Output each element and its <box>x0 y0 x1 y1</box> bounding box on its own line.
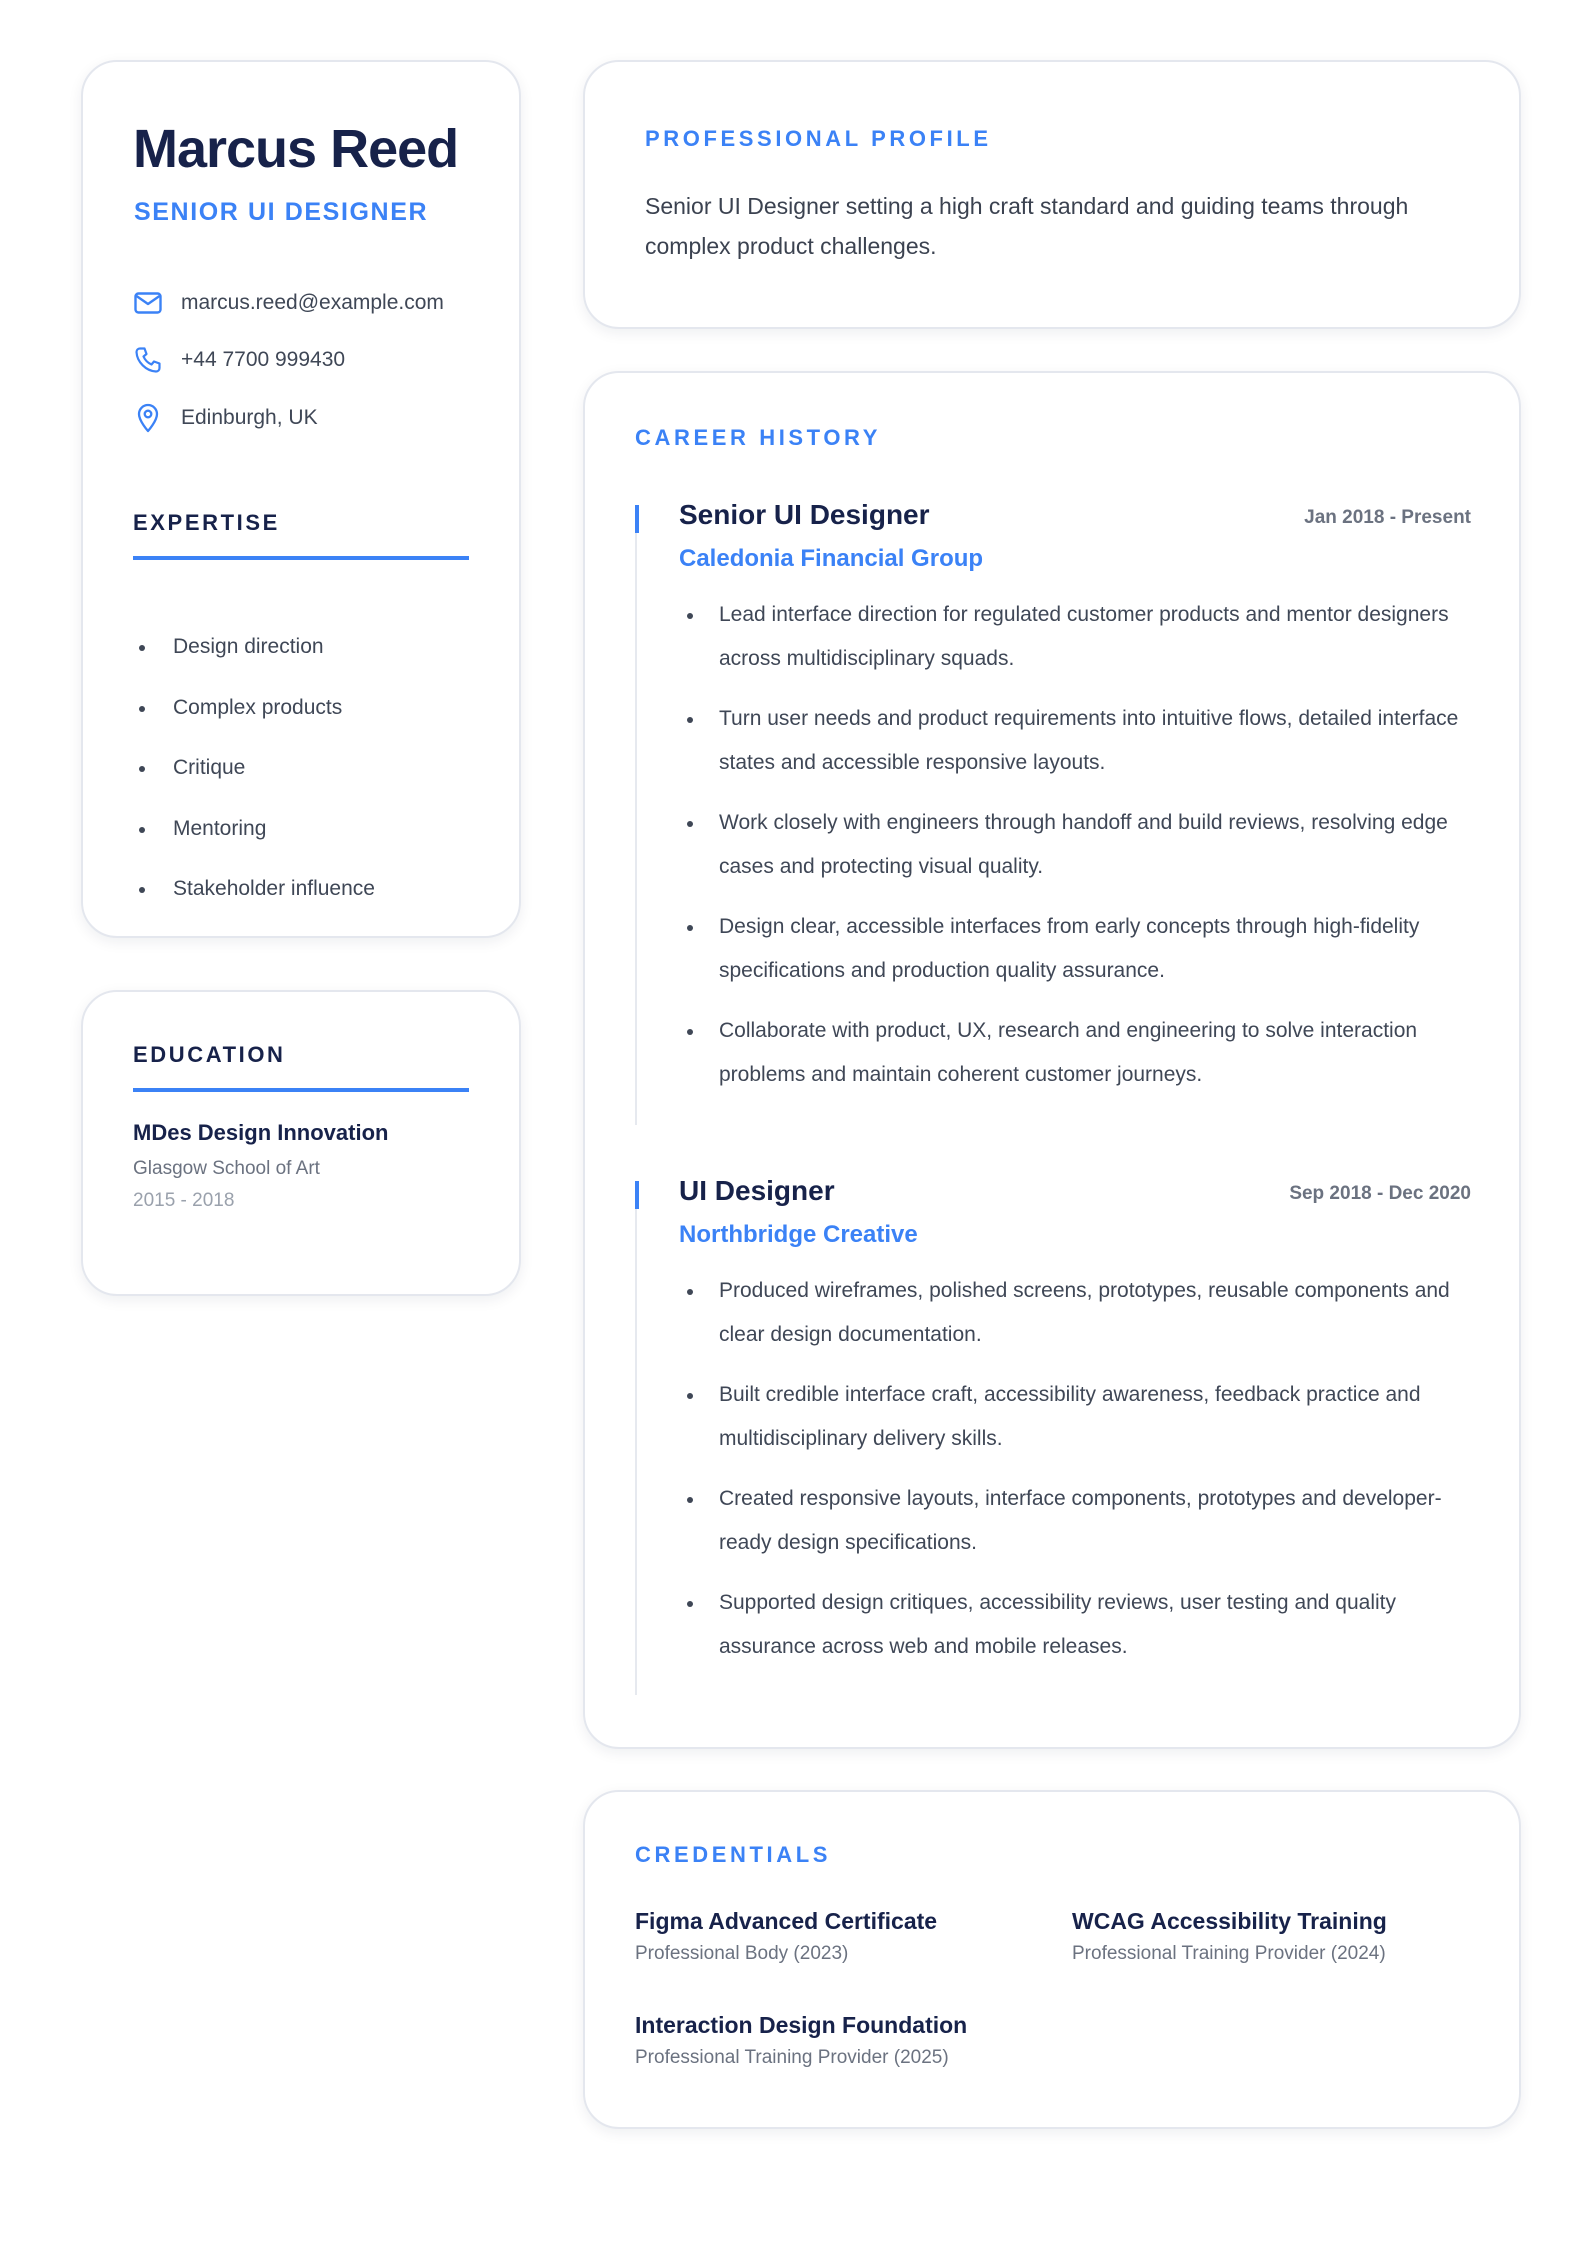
expertise-heading: EXPERTISE <box>133 510 280 535</box>
contact-phone[interactable] <box>133 345 345 375</box>
credential-item <box>635 1908 937 1965</box>
profile-summary: Senior UI Designer setting a high craft standard and guiding teams through complex product challenges. <box>645 193 1409 259</box>
identity-card <box>81 60 521 938</box>
contact-email-text: marcus.reed@example.com <box>181 291 444 314</box>
credential-issuer: Professional Body (2023) <box>635 1943 849 1964</box>
phone-icon <box>133 345 163 375</box>
credential-item <box>1072 1908 1387 1965</box>
job-company: Northbridge Creative <box>679 1221 918 1248</box>
job-entry <box>635 1175 1471 1695</box>
list-item: Created responsive layouts, interface components, prototypes and developer-ready design specifications. <box>679 1477 1471 1565</box>
job-bullets <box>679 593 1471 1113</box>
education-heading: EDUCATION <box>133 1042 286 1067</box>
timeline-line <box>635 505 637 1125</box>
credential-title: WCAG Accessibility Training <box>1072 1908 1387 1934</box>
job-title: UI Designer <box>679 1175 835 1206</box>
list-item: Lead interface direction for regulated customer products and mentor designers across multidisciplinary squads. <box>679 593 1471 681</box>
job-company: Caledonia Financial Group <box>679 545 984 572</box>
timeline-line <box>635 1181 637 1695</box>
career-card <box>583 371 1521 1749</box>
education-divider <box>133 1088 469 1092</box>
education-school: Glasgow School of Art <box>133 1158 320 1179</box>
credential-title: Figma Advanced Certificate <box>635 1908 938 1934</box>
career-heading: CAREER HISTORY <box>635 425 881 450</box>
contact-email[interactable] <box>133 288 444 318</box>
education-card <box>81 990 521 1296</box>
candidate-role: SENIOR UI DESIGNER <box>134 198 429 226</box>
contact-location-text: Edinburgh, UK <box>181 406 318 429</box>
credential-title: Interaction Design Foundation <box>635 2012 968 2038</box>
job-title: Senior UI Designer <box>679 499 930 530</box>
contact-location <box>133 403 318 433</box>
profile-heading: PROFESSIONAL PROFILE <box>645 126 992 151</box>
expertise-divider <box>133 556 469 560</box>
job-dates: Sep 2018 - Dec 2020 <box>1289 1183 1471 1204</box>
list-item: Design direction <box>133 632 375 693</box>
list-item: Built credible interface craft, accessibility awareness, feedback practice and multidisciplinary delivery skills. <box>679 1373 1471 1461</box>
list-item: Produced wireframes, polished screens, prototypes, reusable components and clear design documentation. <box>679 1269 1471 1357</box>
education-degree: MDes Design Innovation <box>133 1120 389 1145</box>
credentials-heading: CREDENTIALS <box>635 1842 832 1867</box>
list-item: Work closely with engineers through handoff and build reviews, resolving edge cases and protecting visual quality. <box>679 801 1471 889</box>
list-item: Critique <box>133 753 375 814</box>
credential-item <box>635 2012 967 2069</box>
timeline-accent <box>635 505 639 533</box>
expertise-list <box>133 632 375 935</box>
credential-issuer: Professional Training Provider (2025) <box>635 2047 949 2068</box>
credentials-card <box>583 1790 1521 2129</box>
list-item: Mentoring <box>133 814 375 875</box>
profile-card <box>583 60 1521 329</box>
timeline-accent <box>635 1181 639 1209</box>
education-years: 2015 - 2018 <box>133 1190 235 1211</box>
location-pin-icon <box>133 403 163 433</box>
job-bullets <box>679 1269 1471 1685</box>
mail-icon <box>133 288 163 318</box>
candidate-name: Marcus Reed <box>133 119 459 179</box>
list-item: Collaborate with product, UX, research and engineering to solve interaction problems and maintain coherent customer journeys. <box>679 1009 1471 1097</box>
list-item: Turn user needs and product requirements into intuitive flows, detailed interface states and accessible responsive layouts. <box>679 697 1471 785</box>
list-item: Supported design critiques, accessibility reviews, user testing and quality assurance across web and mobile releases. <box>679 1581 1471 1669</box>
credential-issuer: Professional Training Provider (2024) <box>1072 1943 1386 1964</box>
job-dates: Jan 2018 - Present <box>1304 507 1471 528</box>
list-item: Design clear, accessible interfaces from early concepts through high-fidelity specifications and production quality assurance. <box>679 905 1471 993</box>
job-entry <box>635 499 1471 1125</box>
list-item: Stakeholder influence <box>133 874 375 935</box>
list-item: Complex products <box>133 693 375 754</box>
contact-phone-text: +44 7700 999430 <box>181 348 346 371</box>
